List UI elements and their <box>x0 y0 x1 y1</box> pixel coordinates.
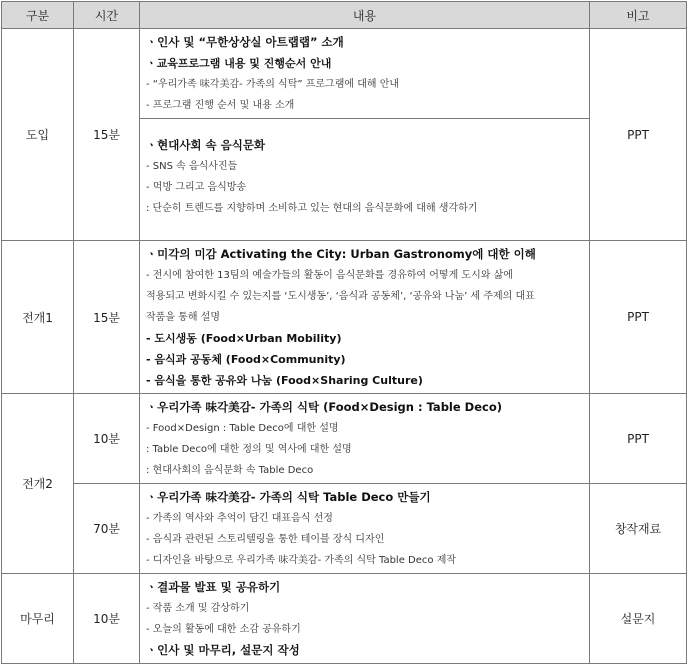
gubun-cell: 도입 <box>2 29 74 241</box>
table-row <box>2 484 687 574</box>
gubun-cell: 마무리 <box>2 574 74 664</box>
content-line: ㆍ미각의 미감 Activating the City: Urban Gastronomy에 대한 이해 <box>146 247 536 261</box>
content-cell <box>140 241 590 394</box>
content-line: : 현대사회의 음식문화 속 Table Deco <box>146 465 314 476</box>
time-cell: 10분 <box>74 574 140 664</box>
content-line: ㆍ인사 및 마무리, 설문지 작성 <box>146 643 300 657</box>
table-row <box>2 241 687 394</box>
time-cell: 15분 <box>74 29 140 241</box>
content-line: - Food×Design : Table Deco에 대한 설명 <box>146 423 339 434</box>
note-cell: 설문지 <box>590 574 687 664</box>
gubun-cell: 전개1 <box>2 241 74 394</box>
content-line: - 음식과 관련된 스토리텔링을 통한 테이블 장식 디자인 <box>146 534 385 545</box>
content-line: : 단순히 트렌드를 지향하며 소비하고 있는 현대의 음식문화에 대해 생각하기 <box>146 203 478 214</box>
header-row <box>2 2 687 29</box>
content-line: 적용되고 변화시킬 수 있는지를 ‘도시생동’, ‘음식과 공동체’, ‘공유와 나눔’ 세 주제의 대표 <box>146 291 535 302</box>
header-note: 비고 <box>590 2 687 29</box>
content-line: ㆍ현대사회 속 음식문화 <box>146 138 266 152</box>
content-line: - 먹방 그리고 음식방송 <box>146 182 247 193</box>
time-cell: 15분 <box>74 241 140 394</box>
content-line: - 오늘의 활동에 대한 소감 공유하기 <box>146 624 301 635</box>
note-cell: PPT <box>590 29 687 241</box>
note-cell: 창작재료 <box>590 484 687 574</box>
content-line: ㆍ인사 및 “무한상상실 아트랩랩” 소개 <box>146 35 344 49</box>
content-line: - 작품 소개 및 감상하기 <box>146 603 250 614</box>
content-cell <box>140 574 590 664</box>
table-row <box>2 394 687 484</box>
content-line: 작품을 통해 설명 <box>146 312 220 323</box>
content-line: ㆍ결과물 발표 및 공유하기 <box>146 580 281 594</box>
table-row <box>2 574 687 664</box>
content-line: - 음식을 통한 공유와 나눔 (Food×Sharing Culture) <box>146 374 423 387</box>
lesson-plan-table <box>1 1 687 664</box>
gubun-cell: 전개2 <box>2 394 74 574</box>
content-cell <box>140 394 590 484</box>
header-time: 시간 <box>74 2 140 29</box>
content-line: ㆍ교육프로그램 내용 및 진행순서 안내 <box>146 57 332 70</box>
time-cell: 70분 <box>74 484 140 574</box>
time-cell: 10분 <box>74 394 140 484</box>
content-line: ㆍ우리가족 味각美감- 가족의 식탁 Table Deco 만들기 <box>146 490 431 504</box>
content-line: - 디자인을 바탕으로 우리가족 味각美감- 가족의 식탁 Table Deco 제작 <box>146 555 457 566</box>
table-row <box>2 29 687 119</box>
content-line: : Table Deco에 대한 정의 및 역사에 대한 설명 <box>146 444 352 455</box>
content-line: - 도시생동 (Food×Urban Mobility) <box>146 332 342 345</box>
header-content: 내용 <box>140 2 590 29</box>
content-cell <box>140 29 590 119</box>
content-line: - 프로그램 진행 순서 및 내용 소개 <box>146 100 295 111</box>
header-gubun: 구분 <box>2 2 74 29</box>
content-line: ㆍ우리가족 味각美감- 가족의 식탁 (Food×Design : Table Deco) <box>146 400 502 414</box>
note-cell: PPT <box>590 241 687 394</box>
content-cell <box>140 484 590 574</box>
content-line: - “우리가족 味각美감- 가족의 식탁” 프로그램에 대해 안내 <box>146 79 400 90</box>
content-cell <box>140 119 590 241</box>
content-line: - 가족의 역사와 추억이 담긴 대표음식 선정 <box>146 513 333 524</box>
content-line: - SNS 속 음식사진들 <box>146 161 238 172</box>
content-line: - 전시에 참여한 13팀의 예술가들의 활동이 음식문화를 경유하여 어떻게 도시와 삶에 <box>146 270 513 281</box>
note-cell: PPT <box>590 394 687 484</box>
content-line: - 음식과 공동체 (Food×Community) <box>146 353 346 366</box>
